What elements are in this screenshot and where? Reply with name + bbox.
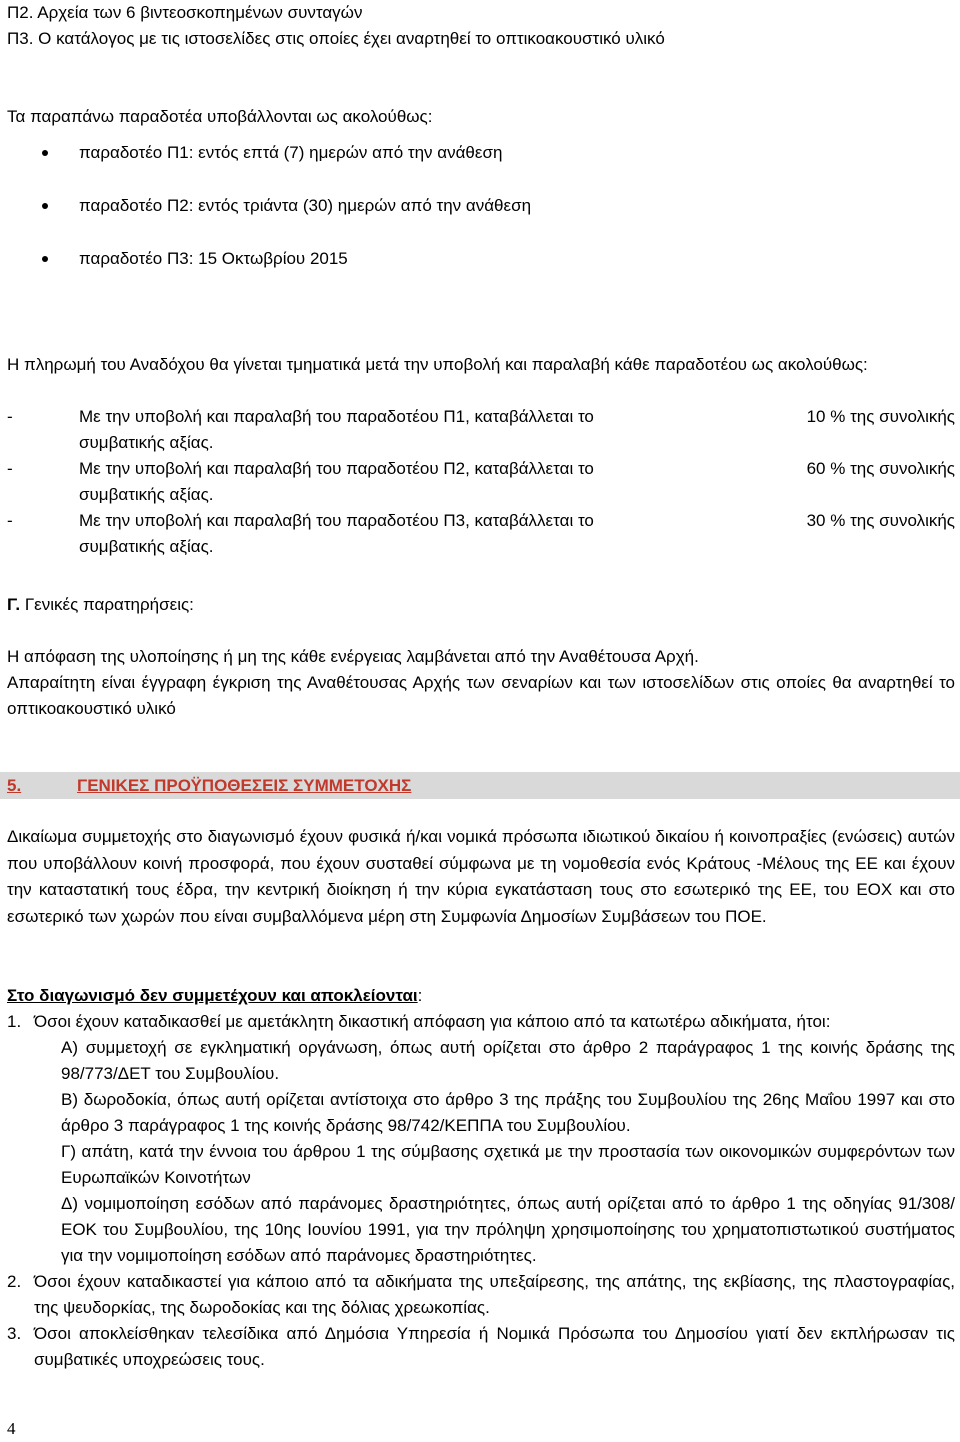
payment-list [7, 404, 955, 560]
list-item: - Με την υποβολή και παραλαβή του παραδοτέου Π3, καταβάλλεται το 30 % της συνολικής συμβατικής αξίας. [7, 511, 955, 556]
deliverable-p2-line: Π2. Αρχεία των 6 βιντεοσκοπημένων συνταγών [7, 3, 363, 22]
list-item: παραδοτέο Π2: εντός τριάντα (30) ημερών από την ανάθεση [0, 193, 960, 246]
section-heading-bar [0, 772, 960, 799]
list-item: - Με την υποβολή και παραλαβή του παραδοτέου Π1, καταβάλλεται το 10 % της συνολικής συμβατικής αξίας. [7, 407, 955, 452]
deliverable-p3-line: Π3. Ο κατάλογος με τις ιστοσελίδες στις οποίες έχει αναρτηθεί το οπτικοακουστικό υλικό [7, 29, 665, 48]
list-item: 3. Όσοι αποκλείσθηκαν τελεσίδικα από Δημόσια Υπηρεσία ή Νομικά Πρόσωπα του Δημοσίου γιατί δεν εκπλήρωσαν τις συμβατικές υποχρεώσεις τους. [7, 1324, 955, 1369]
exclusion-heading: Στο διαγωνισμό δεν συμμετέχουν και αποκλείονται: [7, 986, 423, 1005]
section-title: ΓΕΝΙΚΕΣ ΠΡΟΫΠΟΘΕΣΕΙΣ ΣΥΜΜΕΤΟΧΗΣ [77, 776, 412, 795]
section-number: 5. [7, 776, 22, 795]
list-item: - Με την υποβολή και παραλαβή του παραδοτέου Π2, καταβάλλεται το 60 % της συνολικής συμβατικής αξίας. [7, 459, 955, 504]
general-remarks-p1: Η απόφαση της υλοποίησης ή μη της κάθε ενέργειας λαμβάνεται από την Αναθέτουσα Αρχή. [7, 647, 699, 666]
list-item: Γ) απάτη, κατά την έννοια του άρθρου 1 της σύμβασης σχετικά με την προστασία των οικονομικών συμφερόντων των Ευρωπαϊκών Κοινοτήτων [61, 1142, 955, 1187]
deliverables-list [0, 140, 960, 299]
list-item: 1. Όσοι έχουν καταδικασθεί με αμετάκλητη δικαστική απόφαση για κάποιο από τα κατωτέρω αδικήματα, ήτοι: Α) συμμετοχή σε εγκληματική οργάνωση, όπως αυτή ορίζεται στο άρθρο 2 παράγραφος 1 της κοινής δράσης της 98/773/ΔΕΤ του Συμβουλίου. Β) δωροδοκία, όπως αυτή ορίζεται αντίστοιχα στο άρθρο 3 της πράξης του Συμβουλίου της 26ης Μαΐου 1997 και στο άρθρο 3 παράγραφος 1 της κοινής δράσης 98/742/ΚΕΠΠΑ του Συμβουλίου. Γ) απάτη, κατά την έννοια του άρθρου 1 της σύμβασης σχετικά με την προστασία των οικονομικών συμφερόντων των Ευρωπαϊκών Κοινοτήτων Δ) νομιμοποίηση εσόδων από παράνομες δραστηριότητες, όπως αυτή ορίζεται από το άρθρο 1 της οδηγίας 91/308/ΕΟΚ του Συμβουλίου, της 10ης Ιουνίου 1991, για την πρόληψη χρησιμοποίησης του χρηματοπιστωτικού συστήματος για την νομιμοποίηση εσόδων από παράνομες δραστηριότητες. [7, 1009, 955, 1269]
exclusion-list [7, 1009, 955, 1373]
list-item: παραδοτέο Π3: 15 Οκτωβρίου 2015 [0, 246, 960, 299]
general-remarks-heading: Γ. Γενικές παρατηρήσεις: [7, 595, 194, 614]
general-remarks-p2: Απαραίτητη είναι έγγραφη έγκριση της Αναθέτουσας Αρχής των σεναρίων και των ιστοσελίδων στις οποίες θα αναρτηθεί το οπτικοακουστικό υλικό [7, 673, 955, 718]
list-item: Α) συμμετοχή σε εγκληματική οργάνωση, όπως αυτή ορίζεται στο άρθρο 2 παράγραφος 1 της κοινής δράσης της 98/773/ΔΕΤ του Συμβουλίου. [61, 1038, 955, 1083]
list-item: Β) δωροδοκία, όπως αυτή ορίζεται αντίστοιχα στο άρθρο 3 της πράξης του Συμβουλίου της 26ης Μαΐου 1997 και στο άρθρο 3 παράγραφος 1 της κοινής δράσης 98/742/ΚΕΠΠΑ του Συμβουλίου. [61, 1090, 955, 1135]
page-number: 4 [7, 1419, 16, 1438]
list-item: 2. Όσοι έχουν καταδικαστεί για κάποιο από τα αδικήματα της υπεξαίρεσης, της απάτης, της εκβίασης, της πλαστογραφίας, της ψευδορκίας, της δωροδοκίας και της δόλιας χρεωκοπίας. [7, 1272, 955, 1317]
list-item: παραδοτέο Π1: εντός επτά (7) ημερών από την ανάθεση [0, 140, 960, 193]
payment-intro: Η πληρωμή του Αναδόχου θα γίνεται τμηματικά μετά την υποβολή και παραλαβή κάθε παραδοτέου ως ακολούθως: [7, 355, 868, 374]
list-item: Δ) νομιμοποίηση εσόδων από παράνομες δραστηριότητες, όπως αυτή ορίζεται από το άρθρο 1 της οδηγίας 91/308/ΕΟΚ του Συμβουλίου, της 10ης Ιουνίου 1991, για την πρόληψη χρησιμοποίησης του χρηματοπιστωτικού συστήματος για την νομιμοποίηση εσόδων από παράνομες δραστηριότητες. [61, 1194, 955, 1265]
deliverables-intro: Τα παραπάνω παραδοτέα υποβάλλονται ως ακολούθως: [7, 107, 433, 126]
eligibility-paragraph: Δικαίωμα συμμετοχής στο διαγωνισμό έχουν φυσικά ή/και νομικά πρόσωπα ιδιωτικού δικαίου ή κοινοπραξίες (ενώσεις) αυτών που υποβάλλουν κοινή προσφορά, που έχουν συσταθεί σύμφωνα με τη νομοθεσία ενός Κράτους -Μέλους της ΕΕ και έχουν την καταστατική τους έδρα, την κεντρική διοίκηση ή την κύρια εγκατάσταση τους στο εσωτερικό της ΕΕ, του ΕΟΧ και στο εσωτερικό των χωρών που είναι συμβαλλόμενα μέρη στη Συμφωνία Δημοσίων Συμβάσεων του ΠΟΕ. [7, 827, 955, 926]
